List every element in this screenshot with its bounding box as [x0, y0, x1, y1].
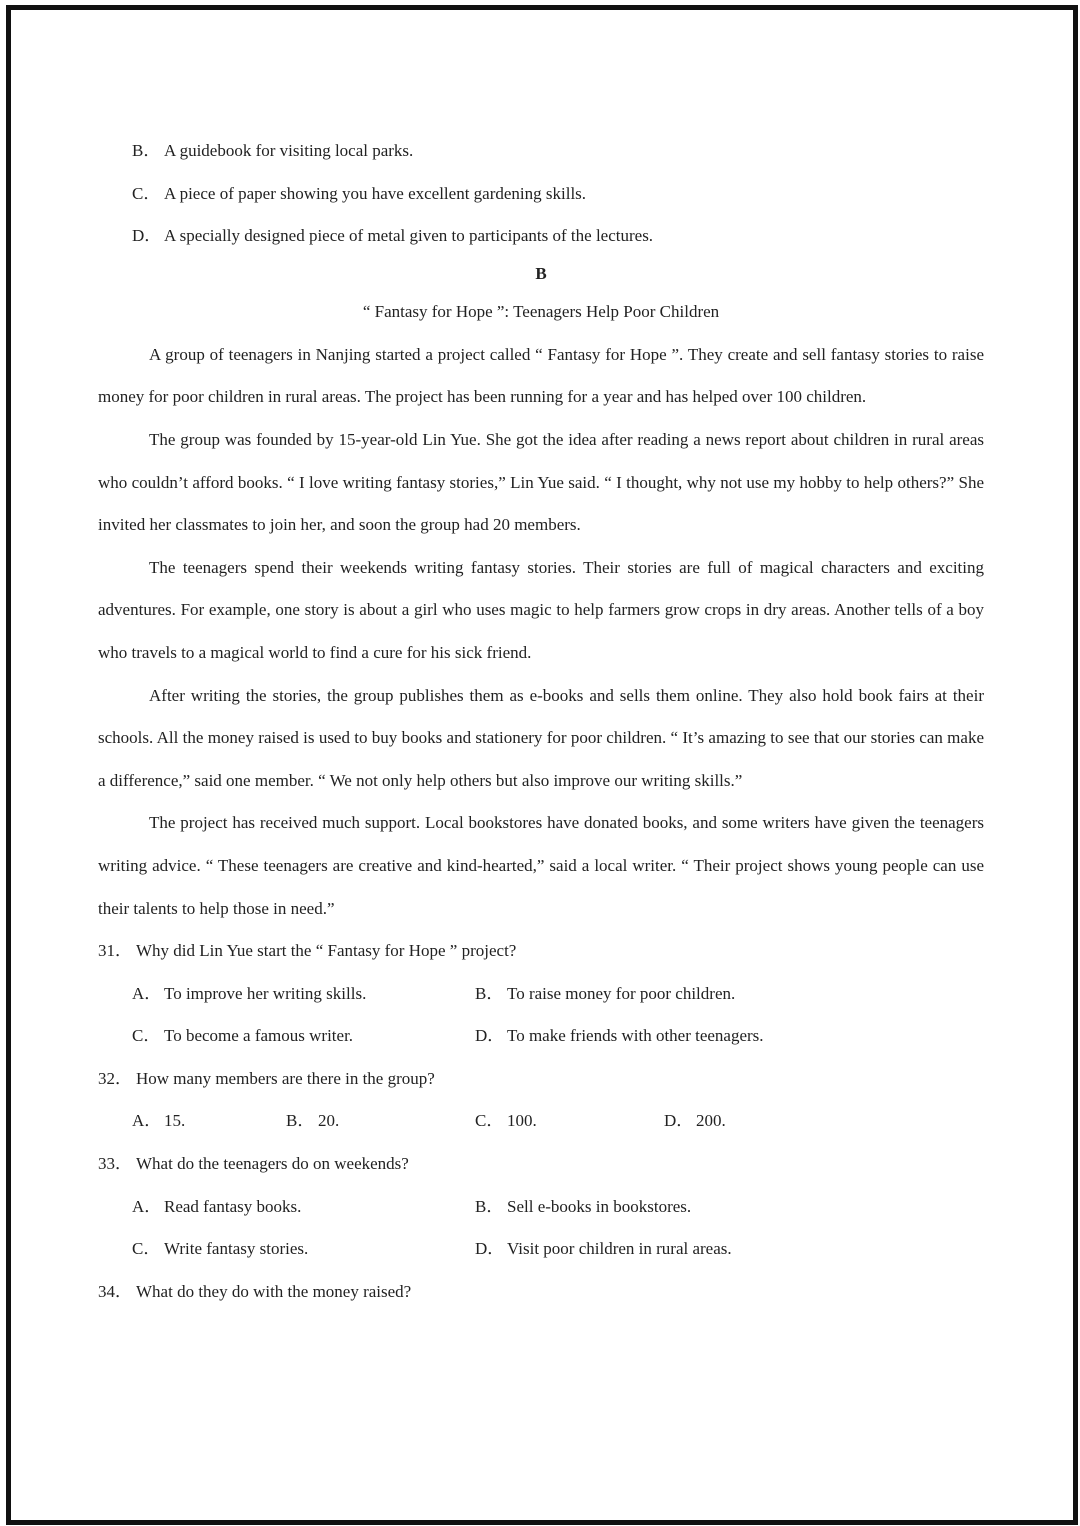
option-text: A piece of paper showing you have excellent gardening skills. — [164, 183, 587, 203]
option-letter: D． — [132, 226, 162, 246]
option-b — [475, 1186, 691, 1229]
option-letter: B． — [475, 983, 504, 1003]
option-letter: B． — [132, 141, 161, 160]
option-text: A guidebook for visiting local parks. — [164, 141, 414, 160]
option-b — [475, 973, 735, 1016]
paragraph-5: The project has received much support. Local bookstores have donated books, and some writers have given the teenagers writing advice. “ These teenagers are creative and kind-hearted,” said a local writer. “ Their project shows young people can use their talents to help those in need.” — [98, 813, 984, 918]
option-b — [286, 1100, 339, 1143]
option-d — [475, 1015, 764, 1058]
paragraph-2: The group was founded by 15-year-old Lin Yue. She got the idea after reading a news report about children in rural areas who couldn’t afford books. “ I love writing fantasy stories,” Lin Yue said. “ I thought, why not use my hobby to help others?” She invited her classmates to join her, and soon the group had 20 members. — [98, 429, 984, 535]
option-text: 20. — [318, 1111, 340, 1131]
option-letter: D． — [664, 1111, 694, 1131]
paragraph-3: The teenagers spend their weekends writing fantasy stories. Their stories are full of magical characters and exciting adventures. For example, one story is about a girl who uses magic to help farmers grow crops in dry areas. Another tells of a boy who travels to a magical world to find a cure for his sick friend. — [98, 557, 984, 662]
question-33-options-row-1 — [98, 1186, 984, 1229]
option-letter: A． — [132, 1111, 162, 1131]
question-text: What do they do with the money raised? — [136, 1281, 412, 1301]
option-text: Write fantasy stories. — [164, 1239, 309, 1259]
question-34 — [98, 1271, 984, 1314]
option-d — [475, 1228, 732, 1271]
option-text: Sell e-books in bookstores. — [507, 1196, 692, 1216]
option-letter: C． — [132, 183, 161, 203]
prev-option-c — [98, 173, 984, 216]
option-letter: B． — [475, 1196, 504, 1216]
option-text: 15. — [164, 1111, 186, 1131]
option-letter: C． — [475, 1111, 504, 1131]
option-text: To improve her writing skills. — [164, 983, 367, 1003]
question-text: How many members are there in the group? — [136, 1068, 435, 1088]
option-letter: C． — [132, 1026, 161, 1046]
option-text: To become a famous writer. — [164, 1026, 354, 1046]
question-text: Why did Lin Yue start the “ Fantasy for Hope ” project? — [136, 941, 517, 961]
option-text: 100. — [507, 1111, 537, 1131]
question-33-options-row-2 — [98, 1228, 984, 1271]
option-text: 200. — [696, 1111, 726, 1131]
question-31 — [98, 930, 984, 973]
question-33 — [98, 1143, 984, 1186]
question-number: 33． — [98, 1154, 132, 1174]
option-letter: C． — [132, 1239, 161, 1259]
option-text: To make friends with other teenagers. — [507, 1026, 764, 1046]
option-letter: B． — [286, 1111, 315, 1131]
option-d — [664, 1100, 726, 1143]
question-number: 31． — [98, 941, 132, 961]
question-31-options-row-1 — [98, 973, 984, 1016]
option-text: Read fantasy books. — [164, 1196, 302, 1216]
option-a — [132, 1186, 301, 1229]
option-a — [132, 973, 366, 1016]
option-c — [132, 1015, 353, 1058]
prev-option-b — [98, 130, 984, 173]
question-text: What do the teenagers do on weekends? — [136, 1154, 409, 1174]
question-31-options-row-2 — [98, 1015, 984, 1058]
question-number: 32． — [98, 1068, 132, 1088]
option-c — [132, 1228, 308, 1271]
option-letter: A． — [132, 1196, 162, 1216]
option-c — [475, 1100, 537, 1143]
prev-option-d — [98, 215, 984, 258]
option-text: To raise money for poor children. — [507, 983, 736, 1003]
article-title: “ Fantasy for Hope ”: Teenagers Help Poor Children — [362, 301, 720, 321]
option-letter: A． — [132, 983, 162, 1003]
section-label: B — [535, 263, 547, 283]
question-32 — [98, 1058, 984, 1101]
option-a — [132, 1100, 185, 1143]
option-letter: D． — [475, 1239, 505, 1259]
option-letter: D． — [475, 1026, 505, 1046]
question-32-options-row — [98, 1100, 984, 1143]
paragraph-4: After writing the stories, the group publishes them as e-books and sells them online. They also hold book fairs at their schools. All the money raised is used to buy books and stationery for poor children. “ It’s amazing to see that our stories can make a difference,” said one member. “ We not only help others but also improve our writing skills.” — [98, 685, 984, 790]
option-text: A specially designed piece of metal given to participants of the lectures. — [164, 226, 654, 246]
question-number: 34． — [98, 1281, 132, 1301]
paragraph-1: A group of teenagers in Nanjing started a project called “ Fantasy for Hope ”. They create and sell fantasy stories to raise money for poor children in rural areas. The project has been running for a year and has helped over 100 children. — [98, 344, 984, 407]
option-text: Visit poor children in rural areas. — [507, 1239, 732, 1259]
exam-content — [98, 130, 984, 1313]
